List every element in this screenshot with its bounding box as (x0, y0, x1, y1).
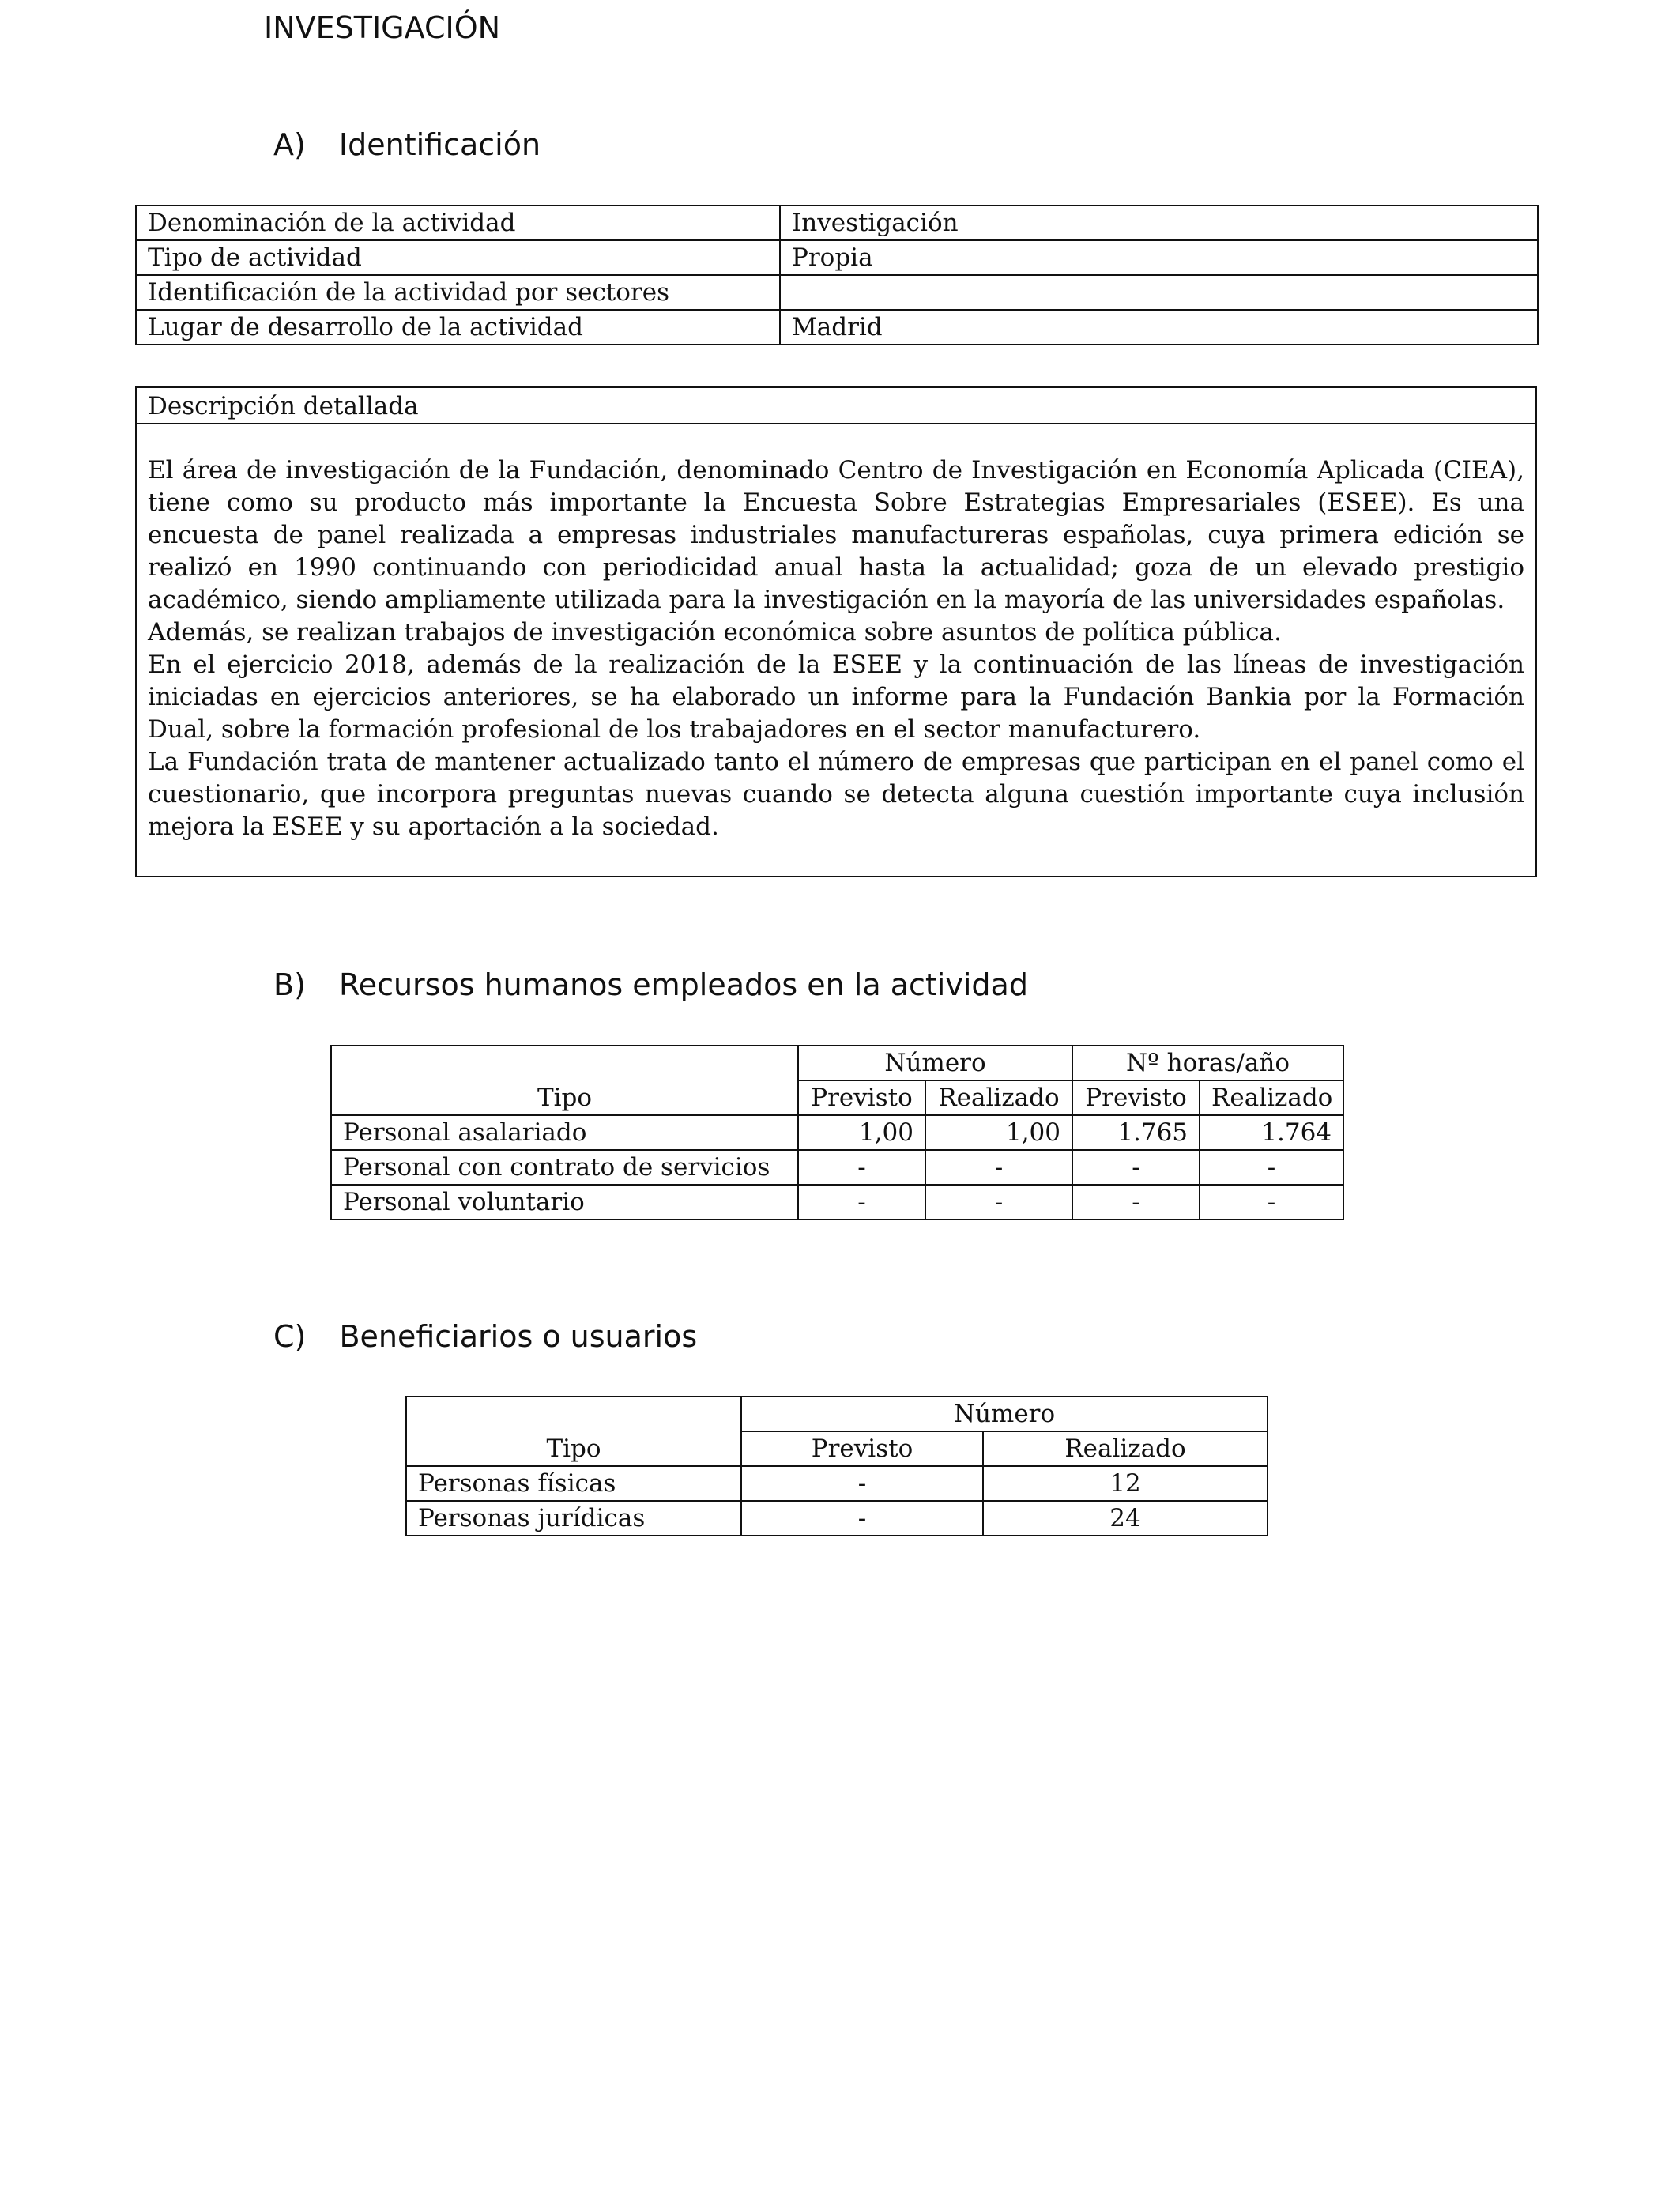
hr-tipo: Personal voluntario (331, 1185, 798, 1220)
table-row (331, 1150, 1343, 1185)
ben-previsto: - (741, 1501, 983, 1536)
hr-header-numero: Número (798, 1046, 1072, 1080)
ben-header-realizado: Realizado (983, 1431, 1268, 1466)
description-paragraph: El área de investigación de la Fundación, denominado Centro de Investigación en Economía Aplicada (CIEA), tiene como su producto más importante la Encuesta Sobre Estrategias Empresariales (ESEE). Es una encuesta de panel realizada a empresas industriales manufactureras españolas, cuya primera edición se realizó en 1990 continuando con periodicidad anual hasta la actualidad; goza de un elevado prestigio académico, siendo ampliamente utilizada para la investigación en la mayoría de las universidades españolas. (148, 456, 1524, 614)
table-row (136, 205, 1538, 240)
section-a-heading (273, 125, 541, 164)
ben-header-numero: Número (741, 1397, 1268, 1431)
ben-header-previsto: Previsto (741, 1431, 983, 1466)
id-label-tipo: Tipo de actividad (136, 240, 780, 275)
description-box (135, 386, 1537, 877)
description-paragraph: Además, se realizan trabajos de investigación económica sobre asuntos de política pública. (148, 618, 1282, 647)
section-c-heading (273, 1317, 697, 1356)
identification-table (135, 205, 1539, 345)
hr-num-previsto: - (798, 1150, 925, 1185)
hr-num-previsto: 1,00 (798, 1115, 925, 1150)
ben-header-tipo: Tipo (406, 1397, 741, 1466)
table-row (406, 1501, 1268, 1536)
hr-header-horas: Nº horas/año (1072, 1046, 1343, 1080)
id-label-lugar: Lugar de desarrollo de la actividad (136, 310, 780, 345)
section-a-letter: A) (273, 127, 306, 162)
ben-tipo: Personas físicas (406, 1466, 741, 1501)
table-row (406, 1466, 1268, 1501)
table-row (136, 310, 1538, 345)
id-label-sectores: Identificación de la actividad por sectores (136, 275, 780, 310)
hr-hor-previsto: - (1072, 1185, 1200, 1220)
hr-header-num-previsto: Previsto (798, 1080, 925, 1115)
ben-tipo: Personas jurídicas (406, 1501, 741, 1536)
page-title: INVESTIGACIÓN (264, 10, 501, 45)
table-row (136, 275, 1538, 310)
hr-num-realizado: 1,00 (925, 1115, 1072, 1150)
section-c-title: Beneficiarios o usuarios (339, 1319, 698, 1354)
hr-tipo: Personal con contrato de servicios (331, 1150, 798, 1185)
table-row (136, 240, 1538, 275)
ben-realizado: 24 (983, 1501, 1268, 1536)
id-label-denominacion: Denominación de la actividad (136, 205, 780, 240)
ben-realizado: 12 (983, 1466, 1268, 1501)
description-paragraph: La Fundación trata de mantener actualizado tanto el número de empresas que participan en el panel como el cuestionario, que incorpora preguntas nuevas cuando se detecta alguna cuestión importante cuya inclusión mejora la ESEE y su aportación a la sociedad. (148, 748, 1524, 841)
description-body (137, 424, 1535, 843)
id-value-tipo: Propia (780, 240, 1538, 275)
hr-hor-previsto: - (1072, 1150, 1200, 1185)
description-header: Descripción detallada (137, 388, 1535, 424)
description-paragraph: En el ejercicio 2018, además de la realización de la ESEE y la continuación de las líneas de investigación iniciadas en ejercicios anteriores, se ha elaborado un informe para la Fundación Bankia por la Formación Dual, sobre la formación profesional de los trabajadores en el sector manufacturero. (148, 650, 1524, 744)
section-b-title: Recursos humanos empleados en la actividad (339, 967, 1028, 1002)
hr-header-hor-realizado: Realizado (1200, 1080, 1343, 1115)
hr-hor-realizado: 1.764 (1200, 1115, 1343, 1150)
id-value-sectores (780, 275, 1538, 310)
section-b-heading (273, 965, 1028, 1005)
table-header-row (331, 1046, 1343, 1080)
table-header-row (406, 1397, 1268, 1431)
hr-header-num-realizado: Realizado (925, 1080, 1072, 1115)
hr-hor-realizado: - (1200, 1185, 1343, 1220)
hr-num-realizado: - (925, 1185, 1072, 1220)
hr-header-tipo: Tipo (331, 1046, 798, 1115)
hr-num-realizado: - (925, 1150, 1072, 1185)
hr-hor-previsto: 1.765 (1072, 1115, 1200, 1150)
id-value-denominacion: Investigación (780, 205, 1538, 240)
hr-hor-realizado: - (1200, 1150, 1343, 1185)
section-c-letter: C) (273, 1319, 307, 1354)
table-row (331, 1185, 1343, 1220)
beneficiaries-table (405, 1396, 1268, 1536)
id-value-lugar: Madrid (780, 310, 1538, 345)
section-b-letter: B) (273, 967, 306, 1002)
ben-previsto: - (741, 1466, 983, 1501)
human-resources-table (330, 1045, 1344, 1220)
hr-num-previsto: - (798, 1185, 925, 1220)
hr-tipo: Personal asalariado (331, 1115, 798, 1150)
hr-header-hor-previsto: Previsto (1072, 1080, 1200, 1115)
section-a-title: Identificación (338, 127, 541, 162)
table-row (331, 1115, 1343, 1150)
